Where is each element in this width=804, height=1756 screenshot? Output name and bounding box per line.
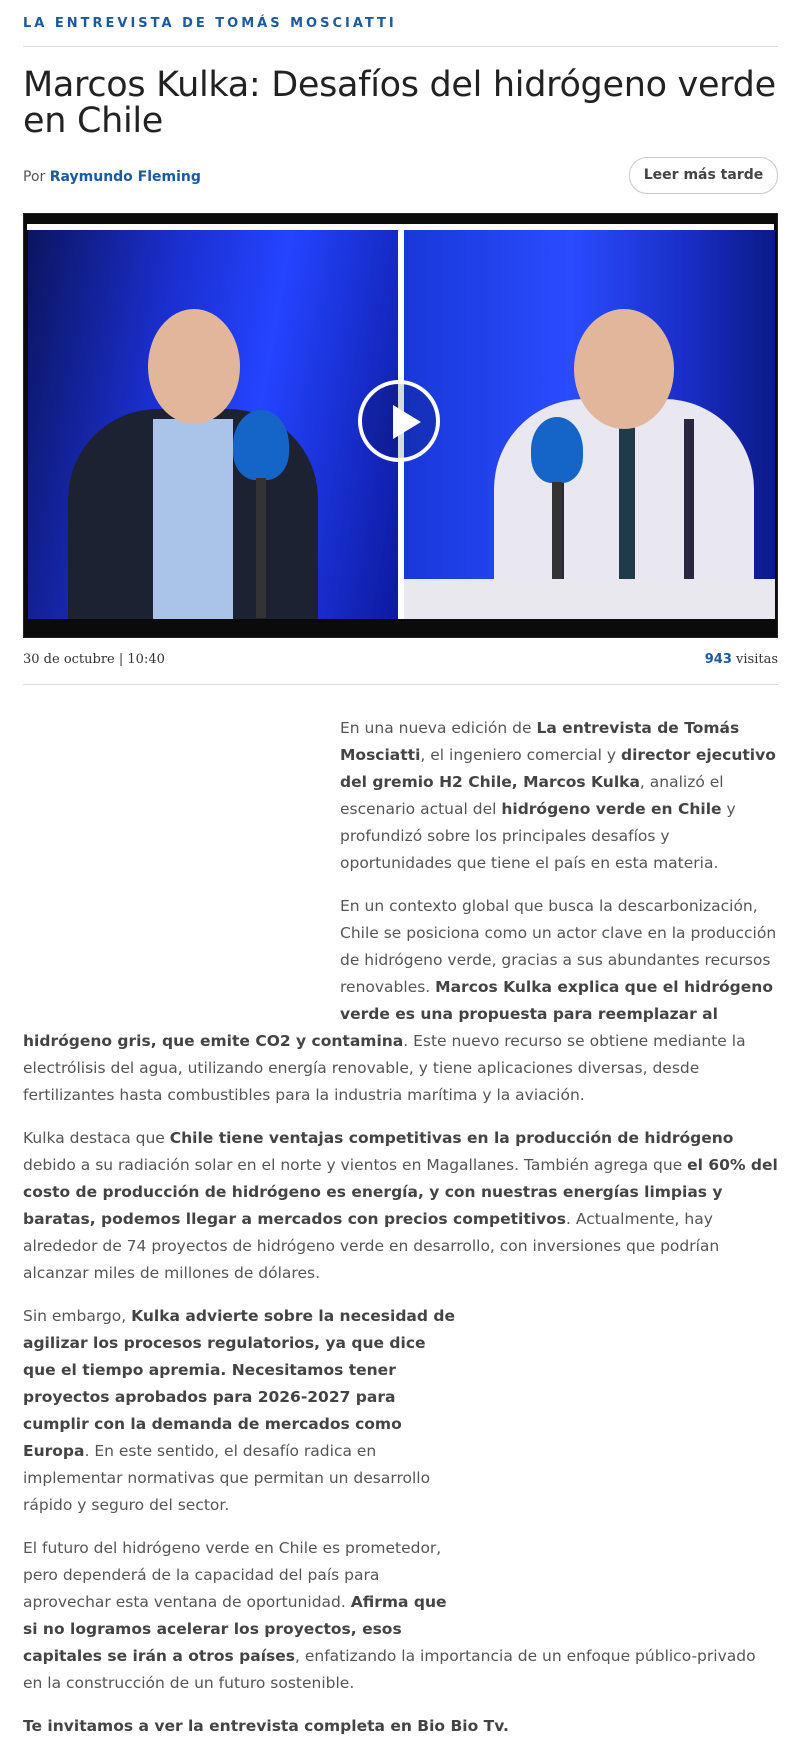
bold-text-run: Te invitamos a ver la entrevista completa en Bio Bio Tv.	[23, 1717, 509, 1735]
bold-text-run: hidrógeno verde en Chile	[501, 800, 722, 818]
publish-date: 30 de octubre | 10:40	[23, 652, 165, 667]
text-run: Kulka destaca que	[23, 1129, 170, 1147]
section-kicker[interactable]: LA ENTREVISTA DE TOMÁS MOSCIATTI	[23, 16, 397, 31]
microphone-icon	[233, 410, 289, 480]
bold-text-run: Marcos Kulka explica que el hidrógeno verde es una propuesta para reemplazar al hidrógeno gris, que emite CO2 y contamina	[23, 978, 773, 1050]
text-run: . En este sentido, el desafío radica en implementar normativas que permitan un desarrollo rápido y seguro del sector.	[23, 1442, 431, 1514]
visits-number: 943	[704, 652, 732, 667]
divider	[23, 684, 778, 685]
paragraph-6[interactable]	[23, 1713, 778, 1740]
read-later-button[interactable]: Leer más tarde	[629, 157, 778, 194]
video-player[interactable]	[23, 213, 778, 638]
divider	[23, 46, 778, 47]
ad-slot	[448, 1535, 778, 1625]
bold-text-run: La entrevista de Tomás Mosciatti	[340, 719, 740, 764]
microphone-icon	[531, 417, 583, 483]
paragraph-3	[23, 1125, 778, 1287]
article-meta	[23, 652, 778, 678]
article-body	[23, 715, 778, 1740]
article-title: Marcos Kulka: Desafíos del hidrógeno verde en Chile	[23, 65, 776, 141]
text-run: . Este nuevo recurso se obtiene mediante la electrólisis del agua, utilizando energía renovable, y tiene aplicaciones diversas, desde fertilizantes hasta combustibles para la industria marítima y la aviación.	[23, 1032, 746, 1104]
text-run: y profundizó sobre los principales desafíos y oportunidades que tiene el país en esta materia.	[340, 800, 736, 872]
ad-slot	[458, 1303, 778, 1493]
visit-count	[705, 652, 778, 667]
video-frame-guest	[28, 230, 398, 619]
text-run: , enfatizando la importancia de un enfoque público-privado en la construcción de un futuro sostenible.	[23, 1647, 756, 1692]
bold-text-run: el 60% del costo de producción de hidrógeno es energía, y con nuestras energías limpias y baratas, podemos llegar a mercados con precios competitivos	[23, 1156, 778, 1228]
play-button[interactable]	[358, 380, 440, 462]
bold-text-run: Kulka advierte sobre la necesidad de agilizar los procesos regulatorios, ya que dice que el tiempo apremia. Necesitamos tener proyectos aprobados para 2026-2027 para cumplir con la demanda de mercados como Europa	[23, 1307, 455, 1460]
visits-label: visitas	[736, 652, 778, 667]
text-run: , analizó el escenario actual del	[340, 773, 724, 818]
text-run: En una nueva edición de	[340, 719, 537, 737]
text-run: , el ingeniero comercial y	[420, 746, 621, 764]
video-frame-host	[404, 230, 775, 619]
desk	[404, 579, 775, 619]
guest-figure	[68, 349, 318, 619]
text-run: El futuro del hidrógeno verde en Chile es prometedor, pero dependerá de la capacidad del país para aprovechar esta ventana de oportunidad.	[23, 1539, 442, 1611]
article-container	[23, 0, 778, 1756]
bold-text-run: Afirma que si no logramos acelerar los proyectos, esos capitales se irán a otros países	[23, 1593, 447, 1665]
text-run: En un contexto global que busca la descarbonización, Chile se posiciona como un actor clave en la producción de hidrógeno verde, gracias a sus abundantes recursos renovables.	[340, 897, 777, 996]
bold-text-run: Chile tiene ventajas competitivas en la producción de hidrógeno	[169, 1129, 734, 1147]
text-run: debido a su radiación solar en el norte y vientos en Magallanes. También agrega que	[23, 1156, 688, 1174]
text-run: Sin embargo,	[23, 1307, 132, 1325]
byline	[23, 169, 201, 185]
bold-text-run: director ejecutivo del gremio H2 Chile, Marcos Kulka	[340, 746, 776, 791]
byline-prefix: Por	[23, 169, 46, 185]
ad-slot	[23, 715, 340, 1005]
text-run: . Actualmente, hay alrededor de 74 proyectos de hidrógeno verde en desarrollo, con inversiones que podrían alcanzar miles de millones de dólares.	[23, 1210, 720, 1282]
byline-row	[23, 157, 778, 197]
author-link[interactable]: Raymundo Fleming	[49, 169, 201, 185]
